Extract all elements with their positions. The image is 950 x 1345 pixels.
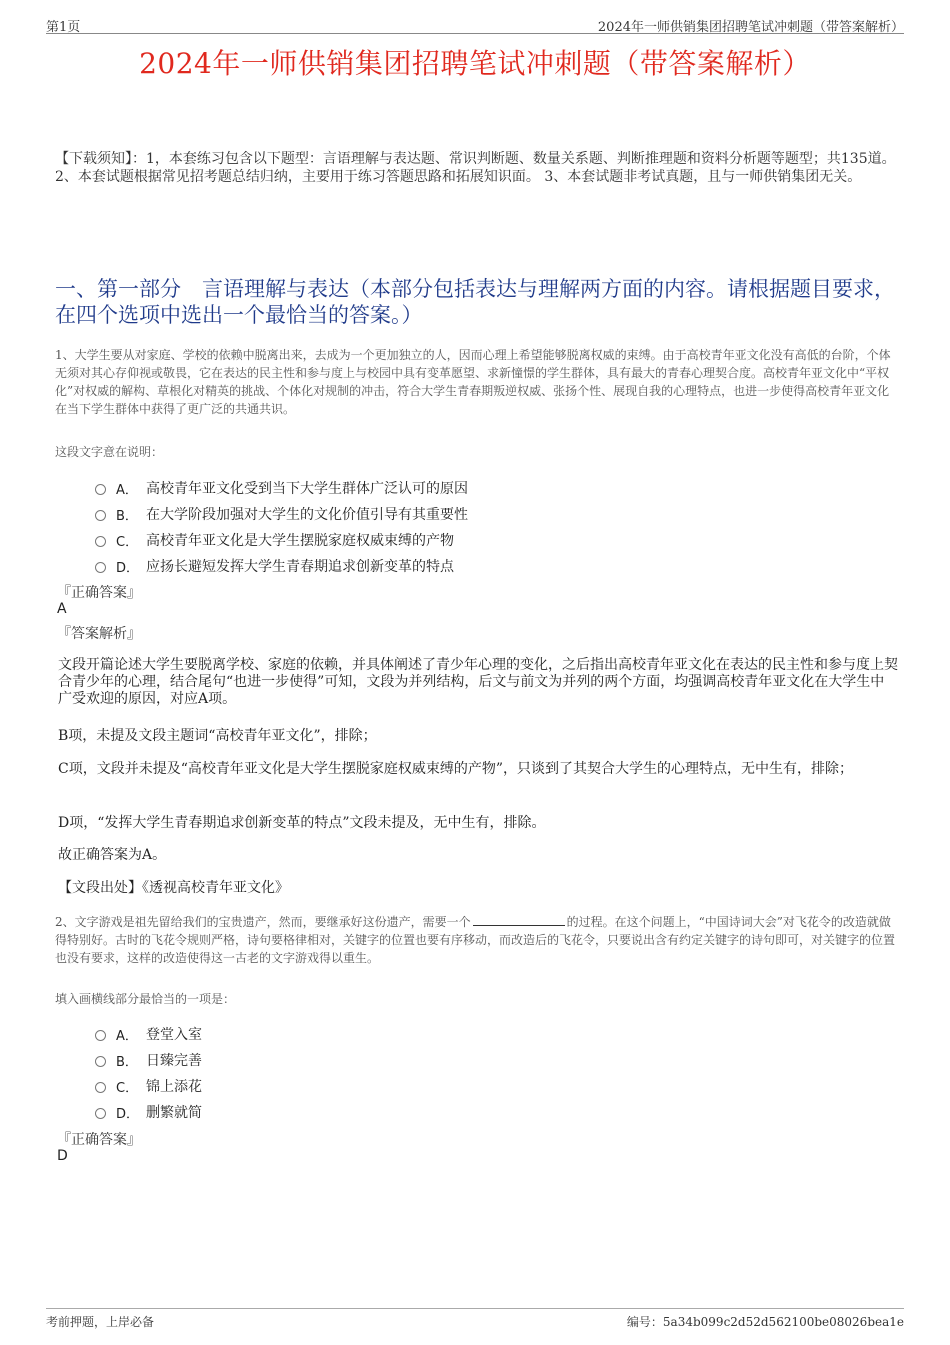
option-letter: D．	[116, 560, 140, 576]
question-2-answer-label: 『正确答案』	[57, 1132, 141, 1148]
question-1-option-b[interactable]	[95, 504, 468, 524]
page-number: 第1页	[46, 20, 81, 35]
option-letter: D．	[116, 1106, 140, 1122]
option-text: 高校青年亚文化受到当下大学生群体广泛认可的原因	[146, 481, 468, 497]
footer-divider	[46, 1308, 904, 1309]
footer-document-id: 编号：5a34b099c2d52d562100be08026bea1e	[626, 1315, 904, 1329]
section-title: 一、第一部分 言语理解与表达（本部分包括表达与理解两方面的内容。请根据题目要求，在四个选项中选出一个最恰当的答案。）	[55, 277, 895, 327]
question-2-text	[55, 913, 900, 967]
radio-icon[interactable]	[95, 1082, 106, 1093]
option-letter: C．	[116, 534, 139, 550]
question-2-text-after: 的过程。在这个问题上，“中国诗词大会”对飞花令的改造就做得特别好。古时的飞花令规则严格，诗句要格律相对，关键字的位置也要有序移动，而改造后的飞花令，只要说出含有约定关键字的诗句即可，对关键字的位置也没有要求，这样的改造使得这一古老的文字游戏得以重生。	[55, 915, 896, 965]
document-title: 2024年一师供销集团招聘笔试冲刺题（带答案解析）	[139, 47, 811, 80]
radio-icon[interactable]	[95, 1030, 106, 1041]
question-1-answer-label: 『正确答案』	[57, 585, 141, 601]
analysis-paragraph: D项，“发挥大学生青春期追求创新变革的特点”文段未提及，无中生有，排除。	[58, 815, 546, 831]
running-header-title: 2024年一师供销集团招聘笔试冲刺题（带答案解析）	[597, 20, 904, 35]
analysis-source: 【文段出处】《透视高校青年亚文化》	[58, 880, 289, 896]
question-2-option-d[interactable]	[95, 1102, 202, 1122]
analysis-paragraph: C项，文段并未提及“高校青年亚文化是大学生摆脱家庭权威束缚的产物”，只谈到了其契合大学生的心理特点，无中生有，排除；	[58, 761, 854, 777]
radio-icon[interactable]	[95, 510, 106, 521]
question-1-analysis-label: 『答案解析』	[57, 626, 141, 642]
question-1-option-c[interactable]	[95, 530, 454, 550]
question-2-option-a[interactable]	[95, 1024, 202, 1044]
question-1-answer: A	[57, 601, 67, 617]
option-letter: C．	[116, 1080, 139, 1096]
option-text: 在大学阶段加强对大学生的文化价值引导有其重要性	[146, 507, 468, 523]
option-text: 日臻完善	[146, 1053, 202, 1069]
question-2-option-b[interactable]	[95, 1050, 202, 1070]
option-text: 删繁就简	[146, 1105, 202, 1121]
option-letter: A．	[116, 1028, 138, 1044]
radio-icon[interactable]	[95, 562, 106, 573]
question-2-prompt: 填入画横线部分最恰当的一项是：	[55, 992, 236, 1006]
option-letter: A．	[116, 482, 138, 498]
analysis-paragraph: 文段开篇论述大学生要脱离学校、家庭的依赖，并具体阐述了青少年心理的变化，之后指出高校青年亚文化在表达的民主性和参与度上契合青少年的心理，结合尾句“也进一步使得”可知，文段为并列结构，后文与前文为并列的两个方面，均强调高校青年亚文化在大学生中广受欢迎的原因，对应A项。	[58, 657, 898, 707]
fill-blank	[473, 915, 565, 926]
question-2-text-before: 2、文字游戏是祖先留给我们的宝贵遗产，然而，要继承好这份遗产，需要一个	[55, 915, 471, 929]
question-1-option-d[interactable]	[95, 556, 454, 576]
question-1-prompt: 这段文字意在说明：	[55, 445, 164, 459]
download-notice: 【下载须知】：1，本套练习包含以下题型：言语理解与表达题、常识判断题、数量关系题、判断推理题和资料分析题等题型；共135道。 2、本套试题根据常见招考题总结归纳，主要用于练习答题思路和拓展知识面。 3、本套试题非考试真题，且与一师供销集团无关。	[55, 151, 896, 185]
option-text: 应扬长避短发挥大学生青春期追求创新变革的特点	[146, 559, 454, 575]
analysis-paragraph: B项，未提及文段主题词“高校青年亚文化”，排除；	[58, 728, 377, 744]
option-text: 高校青年亚文化是大学生摆脱家庭权威束缚的产物	[146, 533, 454, 549]
question-1-text: 1、大学生要从对家庭、学校的依赖中脱离出来，去成为一个更加独立的人，因而心理上希望能够脱离权威的束缚。由于高校青年亚文化没有高低的台阶，个体无须对其心存仰视或敬畏，它在表达的民主性和参与度上与校园中具有变革愿望、求新憧憬的学生群体，具有最大的青春心理契合度。高校青年亚文化中“平权化”对权威的解构、草根化对精英的挑战、个体化对规制的冲击，符合大学生青春期叛逆权威、张扬个性、展现自我的心理特点，也进一步使得高校青年亚文化在当下学生群体中获得了更广泛的共通共识。	[55, 348, 891, 416]
radio-icon[interactable]	[95, 484, 106, 495]
option-letter: B．	[116, 508, 138, 524]
question-2-answer: D	[57, 1148, 68, 1164]
option-letter: B．	[116, 1054, 138, 1070]
option-text: 登堂入室	[146, 1027, 202, 1043]
analysis-paragraph: 故正确答案为A。	[58, 847, 167, 863]
question-2-option-c[interactable]	[95, 1076, 202, 1096]
radio-icon[interactable]	[95, 1108, 106, 1119]
header-divider	[46, 33, 904, 34]
radio-icon[interactable]	[95, 1056, 106, 1067]
radio-icon[interactable]	[95, 536, 106, 547]
option-text: 锦上添花	[146, 1079, 202, 1095]
question-1-option-a[interactable]	[95, 478, 468, 498]
footer-slogan: 考前押题，上岸必备	[46, 1315, 155, 1329]
